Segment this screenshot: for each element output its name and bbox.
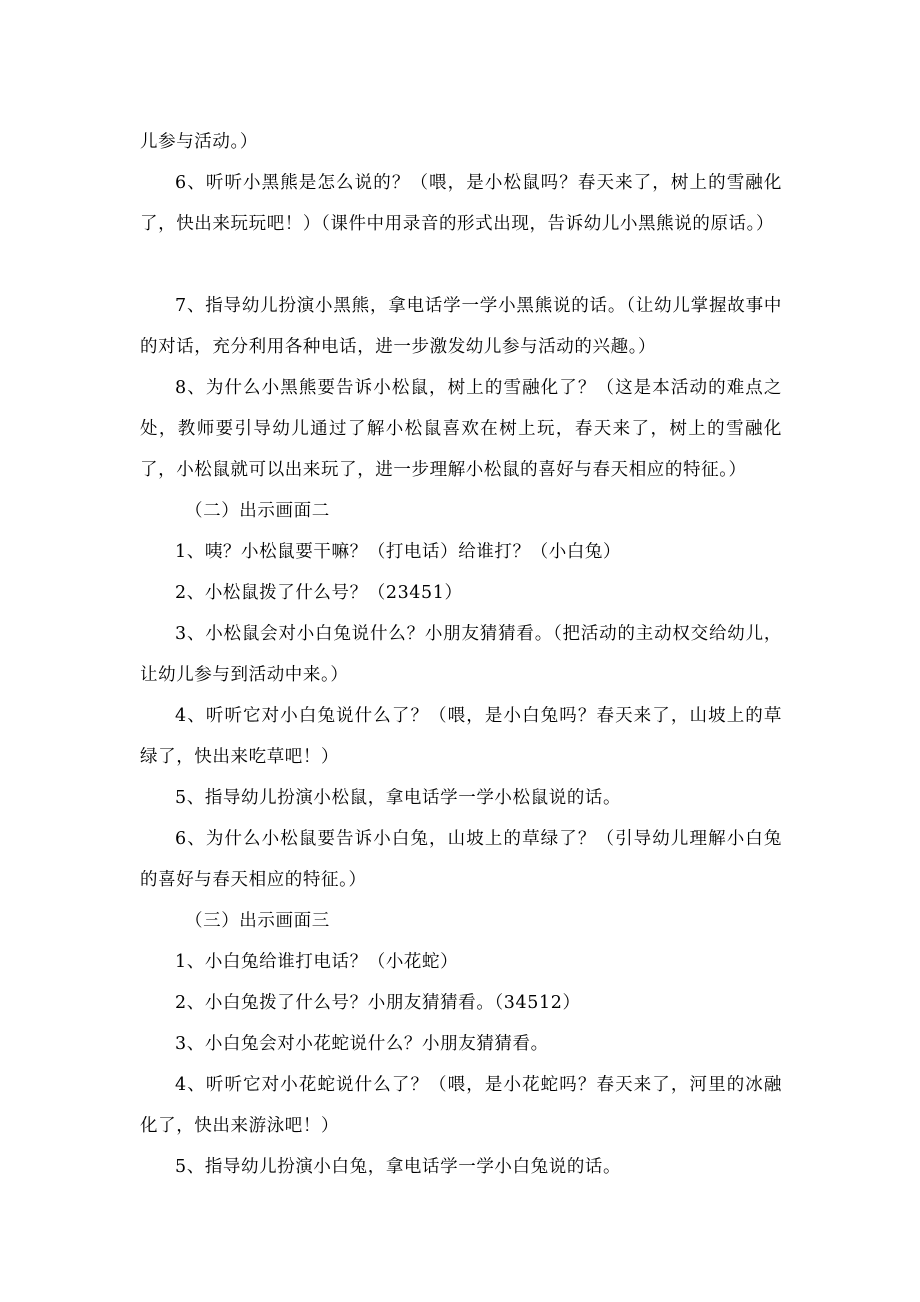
section-heading-3: （三）出示画面三 bbox=[185, 911, 330, 931]
paragraph-item-1c: 1、小白兔给谁打电话？（小花蛇） bbox=[175, 952, 459, 972]
section-heading-2: （二）出示画面二 bbox=[185, 501, 330, 521]
paragraph-item-5c: 5、指导幼儿扮演小白兔，拿电话学一学小白兔说的话。 bbox=[175, 1157, 622, 1177]
paragraph-item-4: 4、听听它对小白兔说什么了？（喂，是小白兔吗？春天来了，山坡上的草绿了，快出来吃草吧！） bbox=[140, 706, 782, 767]
paragraph-item-5: 5、指导幼儿扮演小松鼠，拿电话学一学小松鼠说的话。 bbox=[175, 788, 622, 808]
paragraph-item-4c: 4、听听它对小花蛇说什么了？（喂，是小花蛇吗？春天来了，河里的冰融化了，快出来游泳吧！） bbox=[140, 1075, 782, 1136]
paragraph-item-1: 1、咦？小松鼠要干嘛？（打电话）给谁打？（小白兔） bbox=[175, 542, 622, 562]
paragraph-item-7: 7、指导幼儿扮演小黑熊，拿电话学一学小黑熊说的话。（让幼儿掌握故事中的对话，充分利用各种电话，进一步激发幼儿参与活动的兴趣。） bbox=[140, 296, 782, 357]
paragraph-item-3: 3、小松鼠会对小白兔说什么？小朋友猜猜看。（把活动的主动权交给幼儿，让幼儿参与到活动中来。） bbox=[140, 624, 782, 685]
paragraph-item-6: 6、听听小黑熊是怎么说的？（喂，是小松鼠吗？春天来了，树上的雪融化了，快出来玩玩吧！）（课件中用录音的形式出现，告诉幼儿小黑熊说的原话。） bbox=[140, 173, 782, 234]
paragraph-item-3c: 3、小白兔会对小花蛇说什么？小朋友猜猜看。 bbox=[175, 1034, 549, 1054]
paragraph-item-2: 2、小松鼠拨了什么号？（23451） bbox=[175, 583, 463, 603]
paragraph-item-6b: 6、为什么小松鼠要告诉小白兔，山坡上的草绿了？（引导幼儿理解小白兔的喜好与春天相应的特征。） bbox=[140, 829, 782, 890]
paragraph-continuation: 儿参与活动。） bbox=[140, 132, 258, 152]
paragraph-item-2c: 2、小白兔拨了什么号？小朋友猜猜看。（34512） bbox=[175, 993, 581, 1013]
paragraph-item-8: 8、为什么小黑熊要告诉小松鼠，树上的雪融化了？（这是本活动的难点之处，教师要引导幼儿通过了解小松鼠喜欢在树上玩，春天来了，树上的雪融化了，小松鼠就可以出来玩了，进一步理解小松鼠的喜好与春天相应的特征。） bbox=[140, 378, 782, 480]
